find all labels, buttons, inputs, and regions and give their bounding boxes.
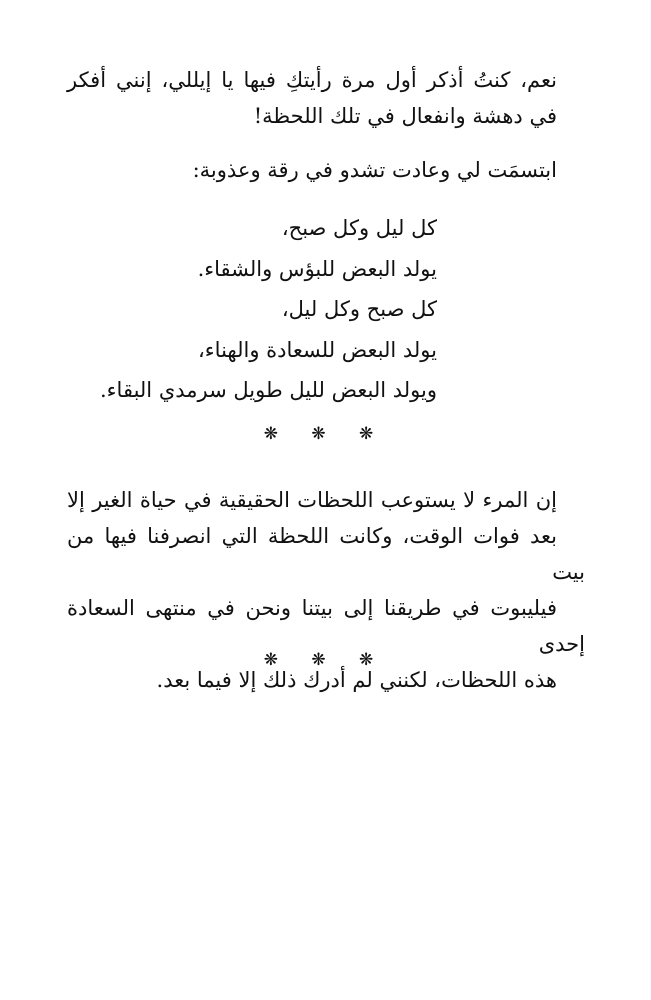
- paragraph-line: إن المرء لا يستوعب اللحظات الحقيقية في حياة الغير إلا: [67, 488, 557, 512]
- poem-verse: كل صبح وكل ليل،: [281, 297, 437, 321]
- section-separator: ❋ ❋ ❋: [263, 424, 388, 444]
- poem-verse: كل ليل وكل صبح،: [281, 216, 437, 240]
- poem-verse: ويولد البعض لليل طويل سرمدي البقاء.: [100, 378, 437, 402]
- paragraph-line: نعم، كنتُ أذكر أول مرة رأيتكِ فيها يا إيللي، إنني أفكر: [67, 68, 557, 92]
- section-separator: ❋ ❋ ❋: [263, 650, 388, 670]
- paragraph-line: هذه اللحظات، لكنني لم أدرك ذلك إلا فيما بعد.: [156, 668, 557, 692]
- paragraph-memory: [67, 62, 585, 134]
- paragraph-line: بعد فوات الوقت، وكانت اللحظة التي انصرفنا فيها من بيت: [67, 524, 585, 584]
- poem-verses: [100, 208, 437, 411]
- poem-verse: يولد البعض للبؤس والشقاء.: [197, 256, 437, 281]
- poem-intro: ابتسمَت لي وعادت تشدو في رقة وعذوبة:: [192, 158, 557, 182]
- paragraph-line: في دهشة وانفعال في تلك اللحظة!: [253, 104, 557, 128]
- paragraph-line: فيليبوت في طريقنا إلى بيتنا ونحن في منتهى السعادة إحدى: [67, 596, 585, 656]
- poem-verse: يولد البعض للسعادة والهناء،: [198, 337, 437, 362]
